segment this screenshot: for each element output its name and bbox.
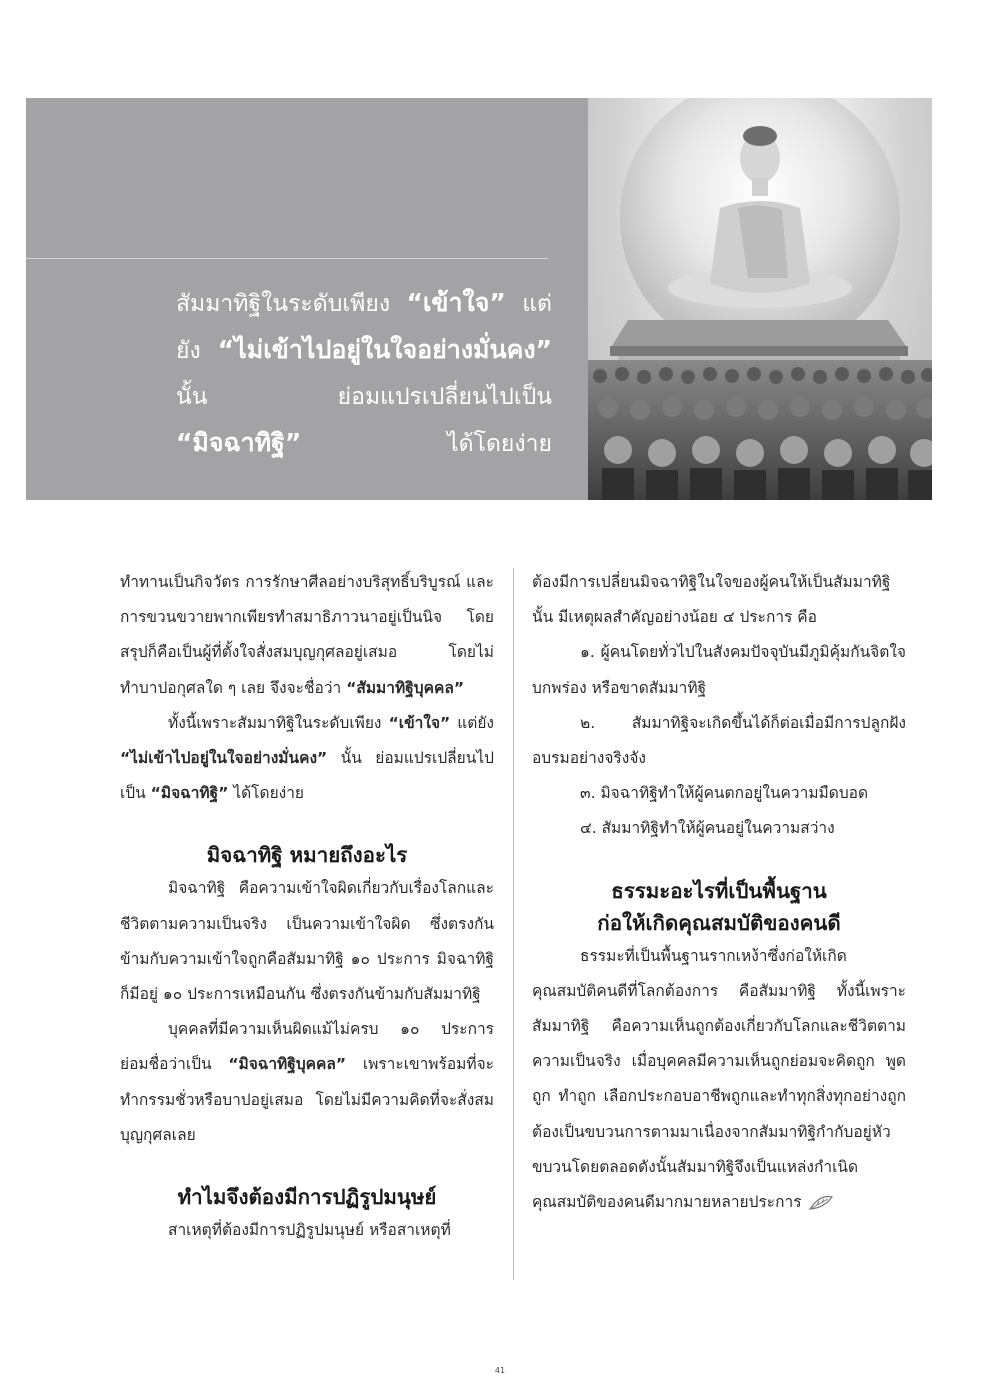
quote-emphasis-1: “เข้าใจ” (406, 288, 506, 317)
paragraph-text: แต่ยัง (450, 713, 495, 732)
quote-text-2: แต่ยัง (176, 291, 552, 364)
column-divider (513, 568, 514, 1280)
paragraph (532, 939, 906, 1221)
paragraph-text: ได้โดยง่าย (228, 784, 305, 803)
paragraph-text: นั้น ย่อมแปรเปลี่ยนไปเป็น (120, 749, 494, 803)
emphasis-text: “สัมมาทิฐิบุคคล” (346, 678, 465, 697)
paragraph-text: บุคคลที่มีความเห็นผิดแม้ไม่ครบ ๑๐ ประการ ย่อมชื่อว่าเป็น (120, 1020, 494, 1074)
page-number: 41 (494, 1366, 506, 1375)
quote-emphasis-3: “มิจฉาทิฐิ” (176, 428, 302, 457)
list-item: ๔. สัมมาทิฐิทำให้ผู้คนอยู่ในความสว่าง (580, 819, 835, 838)
emphasis-text: “มิจฉาทิฐิบุคคล” (228, 1055, 347, 1074)
paragraph: มิจฉาทิฐิ คือความเข้าใจผิดเกี่ยวกับเรื่องโลกและชีวิตตามความเป็นจริง เป็นความเข้าใจผิด ซึ่งตรงกันข้ามกับความเข้าใจถูกคือสัมมาทิฐิ ๑๐ ประการ มิจฉาทิฐิก็มีอยู่ ๑๐ ประการเหมือนกัน ซึ่งตรงกันข้ามกับสัมมาทิฐิ (120, 879, 494, 1004)
quote-text-1: สัมมาทิฐิในระดับเพียง (176, 291, 407, 317)
list-item: ๒. สัมมาทิฐิจะเกิดขึ้นได้ก็ต่อเมื่อมีการปลูกฝังอบรมอย่างจริงจัง (532, 713, 906, 768)
paragraph (120, 565, 494, 706)
meditating-buddha-with-crowd-image (588, 98, 932, 500)
section-heading: มิจฉาทิฐิ หมายถึงอะไร (206, 843, 408, 868)
paragraph: ต้องมีการเปลี่ยนมิจฉาทิฐิในใจของผู้คนให้เป็นสัมมาทิฐินั้น มีเหตุผลสำคัญอย่างน้อย ๔ ประการ คือ (532, 573, 891, 627)
paragraph-text: ทำทานเป็นกิจวัตร การรักษาศีลอย่างบริสุทธิ์บริบูรณ์ และการขวนขวายพากเพียรทำสมาธิภาวนาอยู่เป็นนิจ โดยสรุปก็คือเป็นผู้ที่ตั้งใจสั่งสมบุญกุศลอยู่เสมอ โดยไม่ทำบาปอกุศลใด ๆ เลย จึงจะชื่อว่า (120, 573, 494, 697)
emphasis-text: “เข้าใจ” (388, 713, 451, 732)
paragraph: สาเหตุที่ต้องมีการปฏิรูปมนุษย์ หรือสาเหตุที่ (168, 1221, 451, 1240)
emphasis-text: “ไม่เข้าไปอยู่ในใจอย่างมั่นคง” (120, 749, 328, 768)
list-item: ๓. มิจฉาทิฐิทำให้ผู้คนตกอยู่ในความมืดบอด (580, 784, 869, 803)
paragraph (120, 706, 494, 812)
heading-line-1: ธรรมะอะไรที่เป็นพื้นฐาน (611, 878, 827, 903)
quote-text-3: นั้น ย่อมแปรเปลี่ยนไปเป็น (176, 384, 552, 410)
leaf-end-mark-icon (808, 1194, 834, 1212)
right-column (532, 565, 906, 1220)
quote-emphasis-2: “ไม่เข้าไปอยู่ในใจอย่างมั่นคง” (217, 335, 552, 364)
buddha-illustration (588, 98, 932, 500)
emphasis-text: “มิจฉาทิฐิ” (150, 784, 229, 803)
quote-text-4: ได้โดยง่าย (301, 431, 552, 457)
paragraph-text: ทั้งนี้เพราะสัมมาทิฐิในระดับเพียง (168, 713, 389, 732)
section-heading (532, 875, 906, 939)
banner-divider (26, 258, 548, 259)
paragraph-text: ธรรมะที่เป็นพื้นฐานรากเหง้าซึ่งก่อให้เกิดคุณสมบัติคนดีที่โลกต้องการ คือสัมมาทิฐิ ทั้งนี้เพราะสัมมาทิฐิ คือความเห็นถูกต้องเกี่ยวกับโลกและชีวิตตามความเป็นจริง เมื่อบุคคลมีความเห็นถูกย่อมจะคิดถูก พูดถูก ทำถูก เลือกประกอบอาชีพถูกและทำทุกสิ่งทุกอย่างถูกต้องเป็นขบวนการตามมาเนื่องจากสัมมาทิฐิกำกับอยู่หัวขบวนโดยตลอดดังนั้นสัมมาทิฐิจึงเป็นแหล่งกำเนิดคุณสมบัติของคนดีมากมายหลายประการ (532, 946, 906, 1212)
heading-line-2: ก่อให้เกิดคุณสมบัติของคนดี (597, 910, 841, 935)
paragraph-text: เพราะเขาพร้อมที่จะทำกรรมชั่วหรือบาปอยู่เสมอ โดยไม่มีความคิดที่จะสั่งสมบุญกุศลเลย (120, 1055, 494, 1144)
left-column (120, 565, 494, 1248)
banner-quote (176, 280, 552, 467)
section-heading: ทำไมจึงต้องมีการปฏิรูปมนุษย์ (177, 1185, 437, 1210)
header-banner (26, 98, 932, 500)
list-item: ๑. ผู้คนโดยทั่วไปในสังคมปัจจุบันมีภูมิคุ้มกันจิตใจบกพร่อง หรือขาดสัมมาทิฐิ (532, 643, 906, 697)
paragraph (120, 1012, 494, 1153)
